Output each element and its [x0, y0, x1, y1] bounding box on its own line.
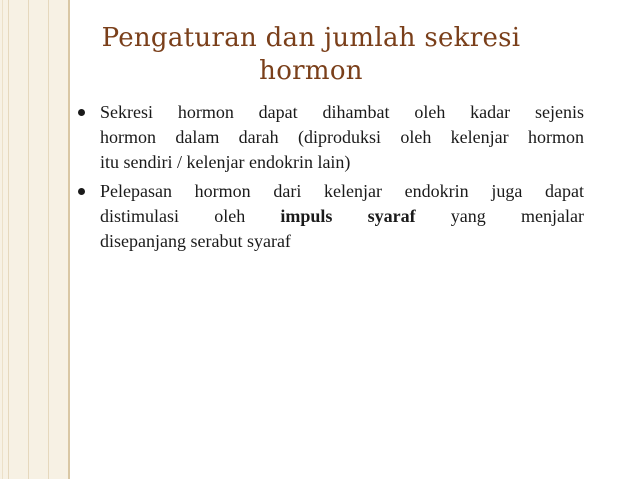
bullet-word: yang: [450, 206, 486, 226]
bullet-text-line: disepanjang serabut syaraf: [100, 231, 291, 251]
bullet-dot-icon: [78, 188, 85, 195]
slide-title-line-1: Pengaturan dan jumlah sekresi: [101, 23, 521, 53]
decorative-stripe: [2, 0, 3, 479]
slide-title-line-2: hormon: [259, 56, 363, 86]
bullet-word: distimulasi: [100, 206, 180, 226]
bullet-item: [74, 179, 584, 254]
bullet-text-line: [100, 204, 584, 229]
bullet-text-line: hormon dalam darah (diproduksi oleh kelenjar hormon: [100, 127, 584, 147]
slide-title: [76, 22, 546, 88]
bullet-list: [74, 100, 584, 258]
bullet-text-line: Pelepasan hormon dari kelenjar endokrin juga dapat: [100, 181, 584, 201]
bullet-word-bold: impuls: [280, 206, 333, 226]
bullet-word: menjalar: [520, 206, 584, 226]
bullet-text-line: Sekresi hormon dapat dihambat oleh kadar sejenis: [100, 102, 584, 122]
bullet-word: oleh: [214, 206, 246, 226]
bullet-dot-icon: [78, 109, 85, 116]
bullet-word-bold: syaraf: [367, 206, 416, 226]
bullet-text-line: itu sendiri / kelenjar endokrin lain): [100, 152, 351, 172]
decorative-stripe: [8, 0, 9, 479]
decorative-stripe: [48, 0, 49, 479]
bullet-item: [74, 100, 584, 175]
decorative-stripe-band: [0, 0, 70, 479]
decorative-stripe: [28, 0, 29, 479]
